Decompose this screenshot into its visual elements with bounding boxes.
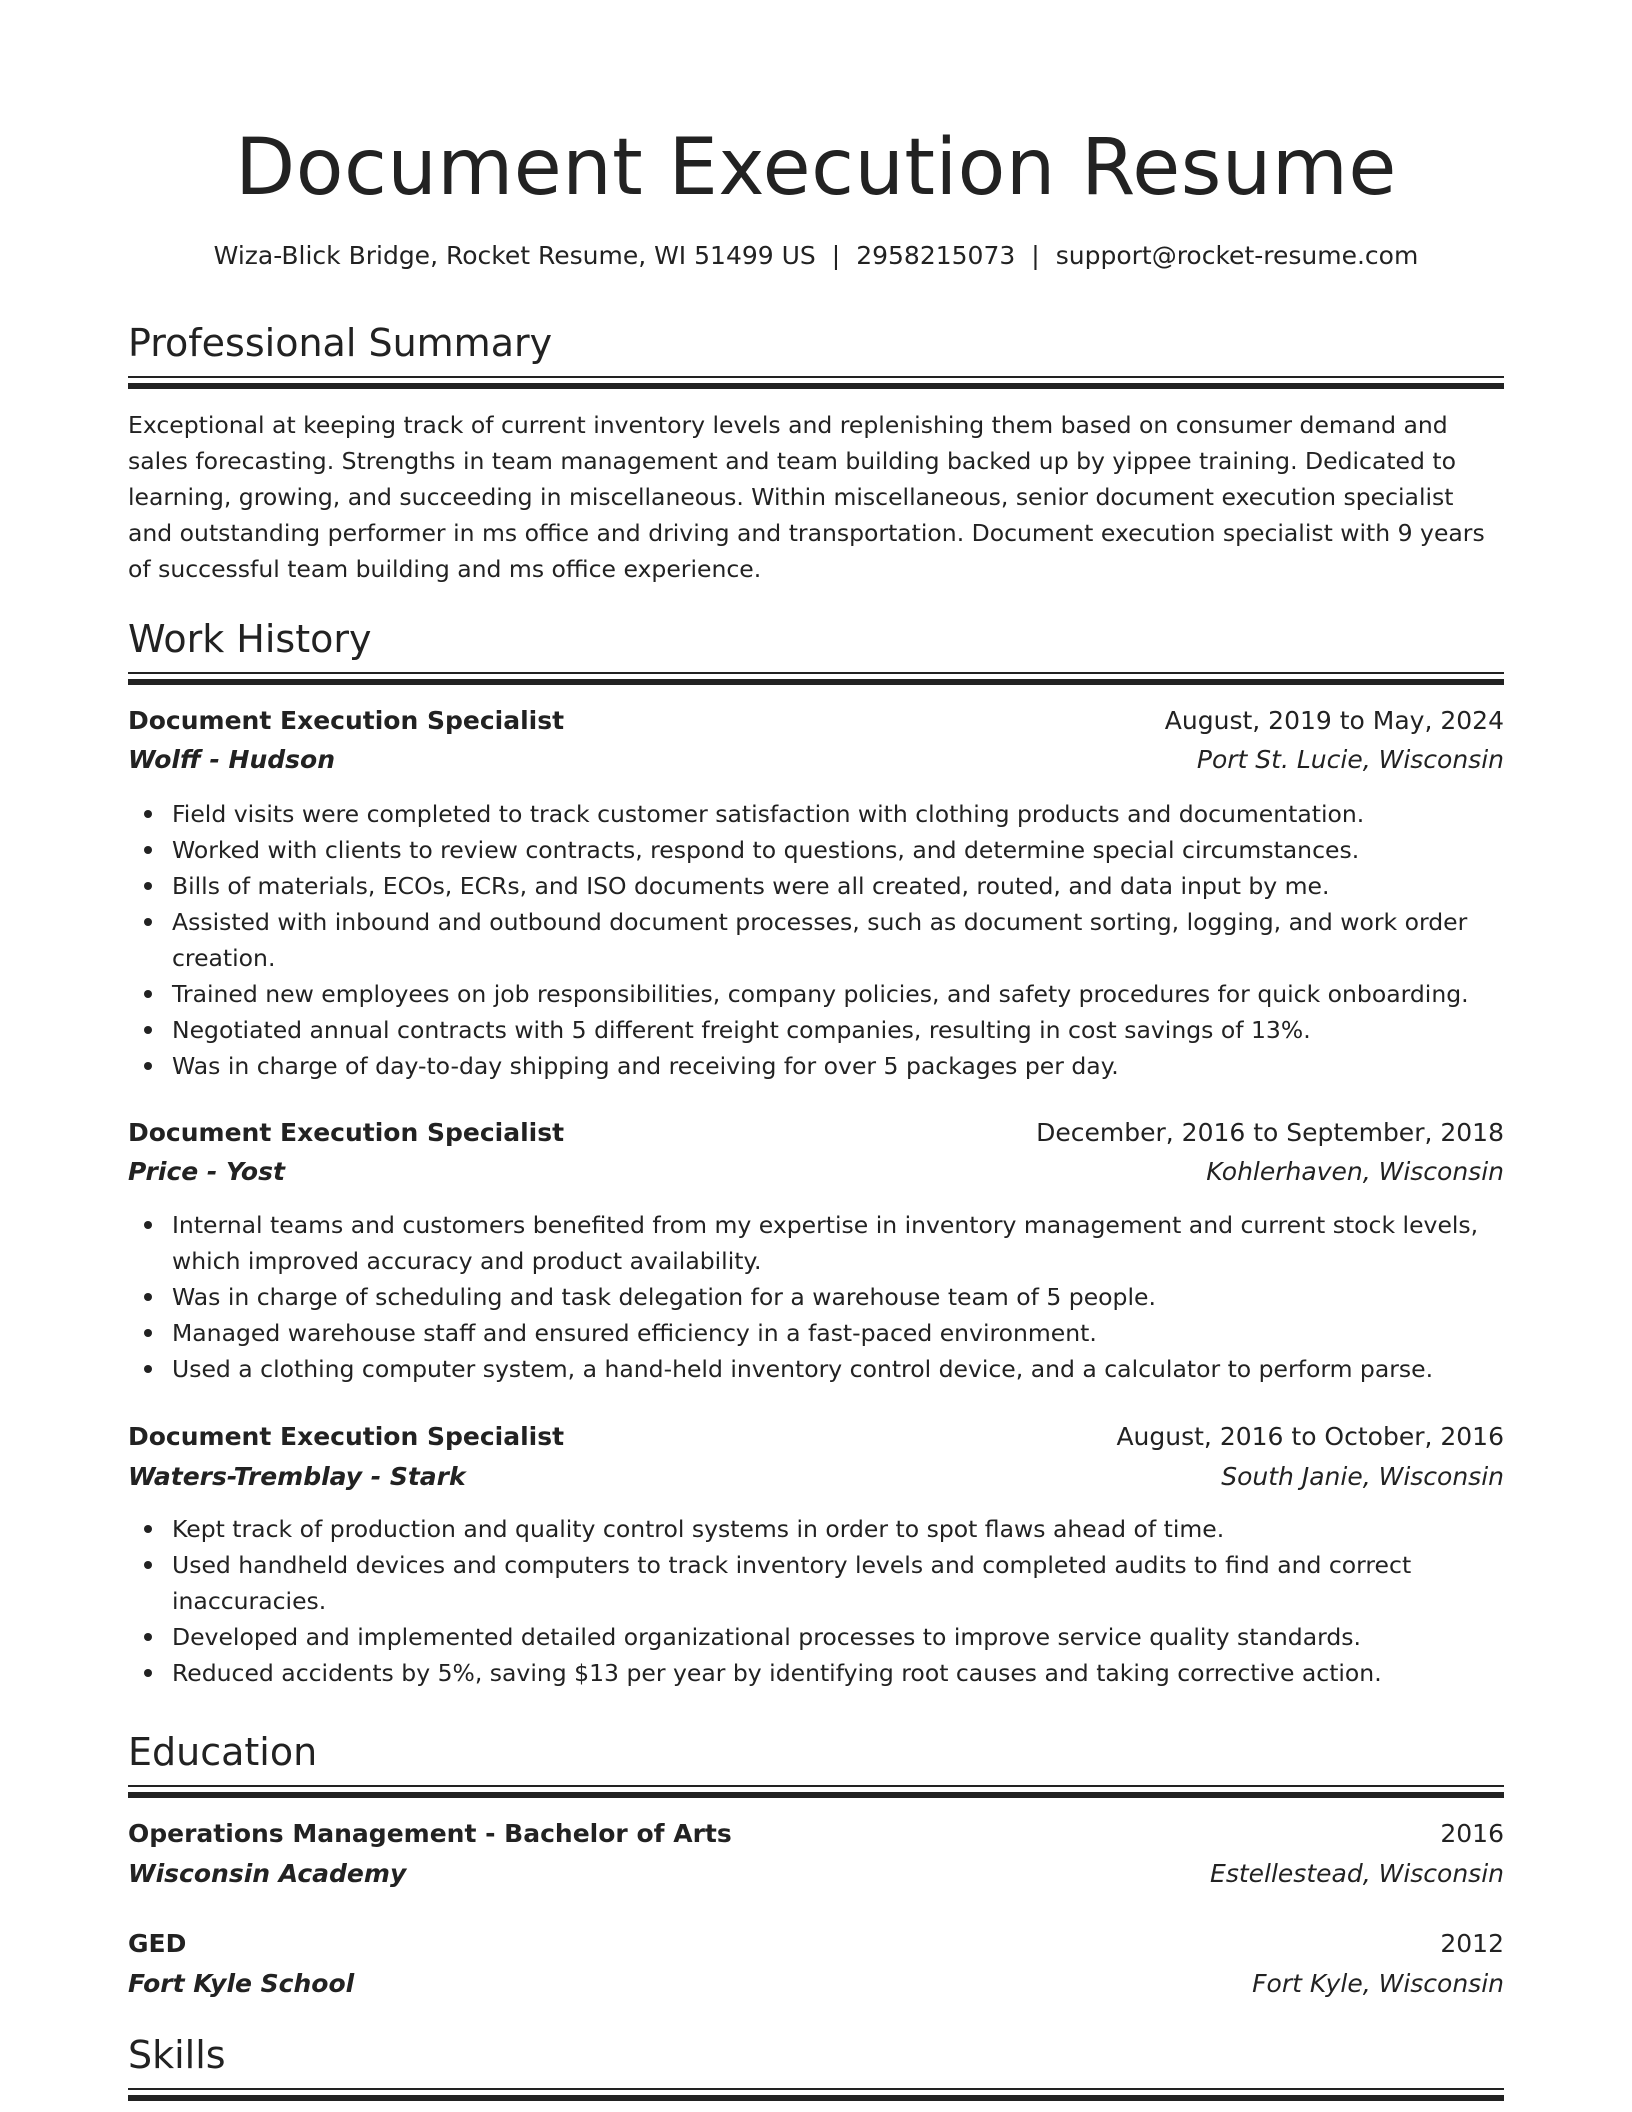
job-role: Document Execution Specialist bbox=[128, 1422, 565, 1451]
list-item: Managed warehouse staff and ensured efficiency in a fast-paced environment. bbox=[128, 1315, 1504, 1351]
contact-line bbox=[0, 238, 1632, 274]
education-degree: Operations Management - Bachelor of Arts bbox=[128, 1819, 732, 1848]
education-location: Fort Kyle, Wisconsin bbox=[1252, 1969, 1504, 1998]
list-item: Field visits were completed to track customer satisfaction with clothing products and documentation. bbox=[128, 796, 1504, 832]
job-dates: December, 2016 to September, 2018 bbox=[1036, 1118, 1504, 1147]
education-header-row bbox=[128, 1925, 1504, 1963]
education-location: Estellestead, Wisconsin bbox=[1210, 1859, 1504, 1888]
education-heading: Education bbox=[128, 1730, 318, 1774]
list-item: Assisted with inbound and outbound document processes, such as document sorting, logging, and work order creation. bbox=[128, 904, 1504, 976]
section-divider bbox=[128, 672, 1504, 686]
job-company-row bbox=[128, 741, 1504, 779]
list-item: Used handheld devices and computers to track inventory levels and completed audits to find and correct inaccuracies. bbox=[128, 1547, 1504, 1619]
job-header-row bbox=[128, 1114, 1504, 1152]
section-divider bbox=[128, 2088, 1504, 2102]
list-item: Negotiated annual contracts with 5 different freight companies, resulting in cost savings of 13%. bbox=[128, 1012, 1504, 1048]
contact-separator: | bbox=[1031, 241, 1040, 270]
list-item: Was in charge of scheduling and task delegation for a warehouse team of 5 people. bbox=[128, 1279, 1504, 1315]
job-company-row bbox=[128, 1153, 1504, 1191]
job-bullet-list bbox=[128, 1511, 1504, 1691]
section-divider bbox=[128, 1785, 1504, 1799]
education-header-row bbox=[128, 1815, 1504, 1853]
job-header-row bbox=[128, 1418, 1504, 1456]
list-item: Used a clothing computer system, a hand-held inventory control device, and a calculator to perform parse. bbox=[128, 1351, 1504, 1387]
contact-phone: 2958215073 bbox=[856, 241, 1016, 270]
list-item: Bills of materials, ECOs, ECRs, and ISO documents were all created, routed, and data input by me. bbox=[128, 868, 1504, 904]
section-divider bbox=[128, 376, 1504, 390]
job-company: Waters-Tremblay - Stark bbox=[128, 1462, 466, 1491]
job-role: Document Execution Specialist bbox=[128, 1118, 565, 1147]
list-item: Kept track of production and quality control systems in order to spot flaws ahead of time. bbox=[128, 1511, 1504, 1547]
summary-text: Exceptional at keeping track of current inventory levels and replenishing them based on consumer demand and sales forecasting. Strengths in team management and team building backed up by yippee training. Dedicated to learning, growing, and succeeding in miscellaneous. Within miscellaneous, senior document execution specialist and outstanding performer in ms office and driving and transportation. Document execution specialist with 9 years of successful team building and ms office experience. bbox=[128, 411, 1485, 583]
job-company: Wolff - Hudson bbox=[128, 745, 336, 774]
work-history-heading: Work History bbox=[128, 617, 372, 661]
contact-address: Wiza-Blick Bridge, Rocket Resume, WI 51499 US bbox=[213, 241, 816, 270]
education-school: Fort Kyle School bbox=[128, 1969, 355, 1998]
education-year: 2012 bbox=[1440, 1929, 1504, 1958]
job-company: Price - Yost bbox=[128, 1157, 285, 1186]
contact-email: support@rocket-resume.com bbox=[1055, 241, 1419, 270]
job-company-row bbox=[128, 1458, 1504, 1496]
resume-name: Document Execution Resume bbox=[235, 123, 1397, 213]
job-dates: August, 2019 to May, 2024 bbox=[1164, 706, 1504, 735]
job-location: Kohlerhaven, Wisconsin bbox=[1206, 1157, 1504, 1186]
job-role: Document Execution Specialist bbox=[128, 706, 565, 735]
list-item: Worked with clients to review contracts, respond to questions, and determine special circumstances. bbox=[128, 832, 1504, 868]
job-dates: August, 2016 to October, 2016 bbox=[1116, 1422, 1504, 1451]
skills-heading: Skills bbox=[128, 2033, 226, 2077]
job-bullet-list bbox=[128, 1207, 1504, 1387]
job-location: Port St. Lucie, Wisconsin bbox=[1196, 745, 1504, 774]
list-item: Internal teams and customers benefited from my expertise in inventory management and current stock levels, which improved accuracy and product availability. bbox=[128, 1207, 1504, 1279]
job-header-row bbox=[128, 702, 1504, 740]
job-bullet-list bbox=[128, 796, 1504, 1084]
list-item: Developed and implemented detailed organizational processes to improve service quality standards. bbox=[128, 1619, 1504, 1655]
job-location: South Janie, Wisconsin bbox=[1221, 1462, 1504, 1491]
education-year: 2016 bbox=[1440, 1819, 1504, 1848]
education-school-row bbox=[128, 1965, 1504, 2003]
contact-separator: | bbox=[831, 241, 841, 270]
summary-heading: Professional Summary bbox=[128, 321, 553, 365]
education-degree: GED bbox=[128, 1929, 187, 1958]
list-item: Reduced accidents by 5%, saving $13 per year by identifying root causes and taking corrective action. bbox=[128, 1655, 1504, 1691]
list-item: Was in charge of day-to-day shipping and receiving for over 5 packages per day. bbox=[128, 1048, 1504, 1084]
education-school-row bbox=[128, 1855, 1504, 1893]
list-item: Trained new employees on job responsibilities, company policies, and safety procedures for quick onboarding. bbox=[128, 976, 1504, 1012]
education-school: Wisconsin Academy bbox=[128, 1859, 407, 1888]
